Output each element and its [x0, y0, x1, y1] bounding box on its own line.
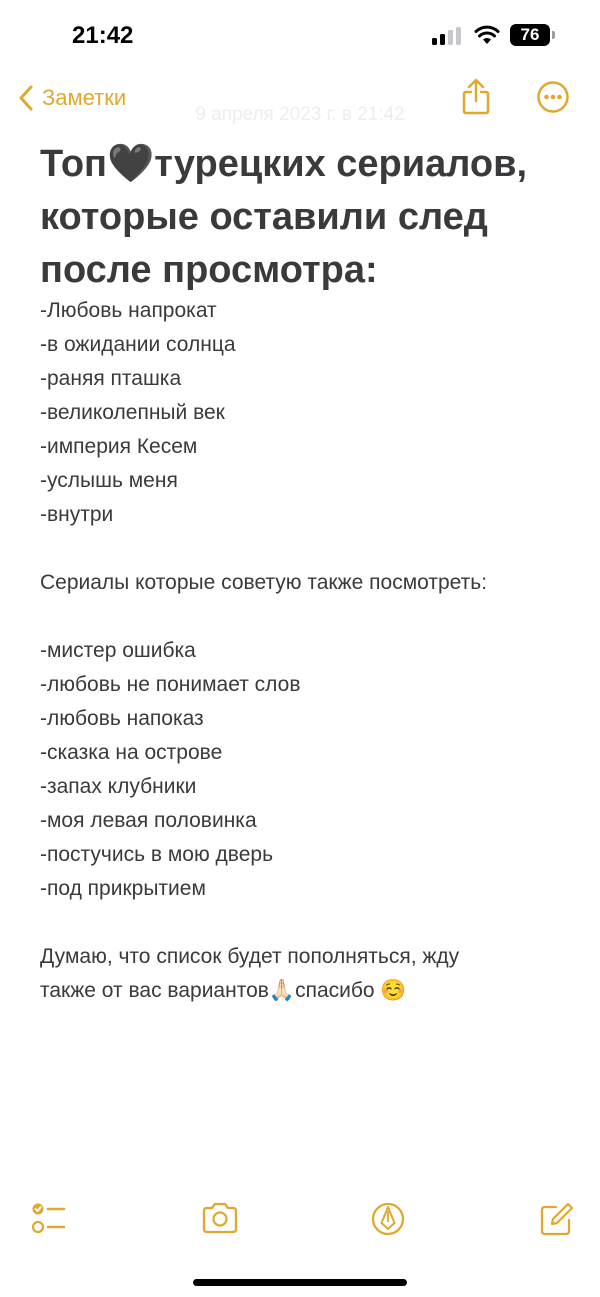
checklist-icon[interactable]: [30, 1198, 68, 1238]
list-item: -внутри: [40, 503, 114, 526]
list-item: -любовь напоказ: [40, 707, 204, 730]
list-item: -под прикрытием: [40, 877, 206, 900]
back-button[interactable]: [18, 80, 126, 116]
status-bar: [0, 0, 600, 70]
note-date: 9 апреля 2023 г. в 21:42: [195, 104, 405, 125]
status-time: 21:42: [72, 22, 134, 49]
recommend-heading: Сериалы которые советую также посмотреть:: [40, 571, 488, 594]
chevron-left-icon: [18, 85, 34, 111]
note-title: Топ🖤турецких сериалов, которые оставили след после просмотра:: [40, 143, 528, 291]
list-item: -запах клубники: [40, 775, 197, 798]
list-item: -сказка на острове: [40, 741, 223, 764]
battery-indicator: 76: [510, 24, 550, 46]
list-item: -услышь меня: [40, 469, 178, 492]
bottom-toolbar: [0, 1198, 600, 1242]
list-item: -великолепный век: [40, 401, 225, 424]
list-item: -раняя пташка: [40, 367, 182, 390]
wifi-icon: [474, 24, 500, 46]
list-item: -в ожидании солнца: [40, 333, 236, 356]
battery-cap: [552, 31, 555, 39]
share-icon[interactable]: [460, 78, 492, 116]
back-label: Заметки: [42, 85, 127, 110]
cellular-signal-icon: [432, 27, 462, 45]
closing-line: также от вас вариантов🙏🏻спасибо ☺️: [40, 979, 407, 1002]
note-body: [40, 294, 585, 1008]
more-icon[interactable]: [536, 80, 570, 114]
list-item: -любовь не понимает слов: [40, 673, 301, 696]
camera-icon[interactable]: [200, 1198, 240, 1238]
compose-icon[interactable]: [538, 1198, 574, 1238]
nav-bar: [0, 72, 600, 124]
list-item: -империя Кесем: [40, 435, 198, 458]
list-item: -Любовь напрокат: [40, 299, 217, 322]
list-item: -постучись в мою дверь: [40, 843, 274, 866]
list-item: -моя левая половинка: [40, 809, 257, 832]
list-item: -мистер ошибка: [40, 639, 196, 662]
markup-icon[interactable]: [370, 1198, 406, 1238]
closing-line: Думаю, что список будет пополняться, жду: [40, 945, 460, 968]
home-indicator[interactable]: [193, 1279, 407, 1286]
note-content[interactable]: [40, 138, 585, 1008]
